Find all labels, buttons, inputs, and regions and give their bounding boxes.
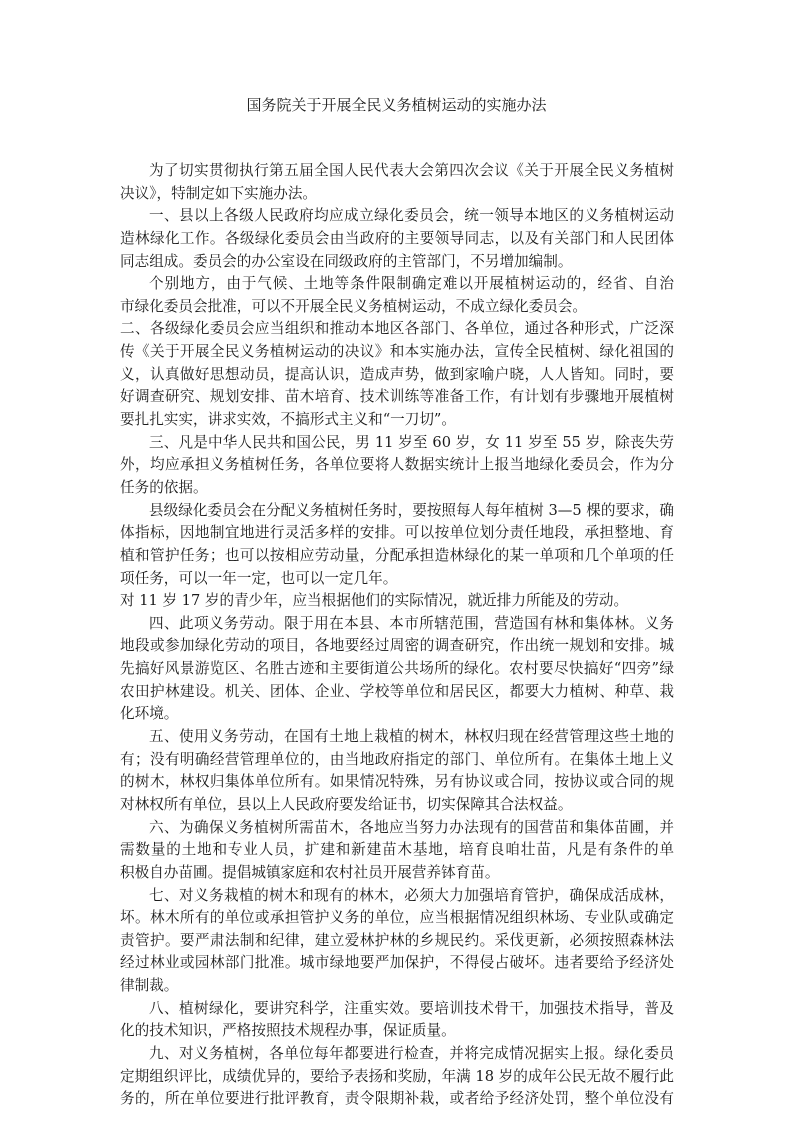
text-line: 三、凡是中华人民共和国公民，男 11 岁至 60 岁，女 11 岁至 55 岁，除丧失劳 (149, 433, 674, 451)
text-line: 造林绿化工作。各级绿化委员会由当政府的主要领导同志，以及有关部门和人民团体 (120, 229, 674, 247)
paragraph (120, 613, 674, 726)
document-title: 国务院关于开展全民义务植树运动的实施办法 (246, 96, 547, 114)
text-line: 五、使用义务劳动，在国有土地上栽植的树木，林权归现在经营管理这些土地的 (149, 728, 674, 746)
text-line: 农田护林建设。机关、团体、企业、学校等单位和居民区，都要大力植树、种草、栽 (120, 682, 674, 700)
paragraph (120, 726, 674, 817)
paragraph (120, 885, 674, 998)
text-line: 务的，所在单位要进行批评教育，责令限期补栽，或者给予经济处罚，整个单位没有 (120, 1090, 674, 1108)
paragraph (120, 160, 674, 205)
text-line: 八、植树绿化，要讲究科学，注重实效。要培训技术骨干，加强技术指导，普及 (149, 999, 674, 1017)
text-line: 好调查研究、规划安排、苗木培育、技术训练等准备工作，有计划有步骤地开展植树 (120, 388, 674, 406)
text-line: 先搞好风景游览区、名胜古迹和主要街道公共场所的绿化。农村要尽快搞好“四旁”绿 (120, 660, 674, 678)
text-line: 决议》，特制定如下实施办法。 (120, 184, 318, 202)
paragraph (120, 817, 674, 885)
text-line: 责管护。要严肃法制和纪律，建立爱林护林的乡规民约。采伐更新，必须按照森林法 (120, 931, 674, 949)
text-line: 个别地方，由于气候、土地等条件限制确定难以开展植树运动的，经省、自治 (149, 275, 674, 293)
paragraph (120, 205, 674, 273)
text-line: 坏。林木所有的单位或承担管护义务的单位，应当根据情况组织林场、专业队或确定 (120, 909, 674, 927)
paragraph (120, 432, 674, 500)
text-line: 九、对义务植树，各单位每年都要进行检查，并将完成情况据实上报。绿化委员 (149, 1044, 674, 1062)
paragraph (120, 318, 674, 431)
text-line: 一、县以上各级人民政府均应成立绿化委员会，统一领导本地区的义务植树运动 (149, 207, 674, 225)
text-line: 对 11 岁 17 岁的青少年，应当根据他们的实际情况，就近排力所能及的劳动。 (120, 592, 629, 610)
text-line: 任务的依据。 (120, 478, 208, 496)
text-line: 六、为确保义务植树所需苗木，各地应当努力办法现有的国营苗和集体苗圃，并 (149, 818, 674, 836)
text-line: 项任务，可以一年一定，也可以一定几年。 (120, 569, 398, 587)
text-line: 为了切实贯彻执行第五届全国人民代表大会第四次会议《关于开展全民义务植树 (149, 162, 674, 179)
text-line: 四、此项义务劳动。限于用在本县、本市所辖范围，营造国有林和集体林。义务 (149, 614, 674, 632)
text-line: 传《关于开展全民义务植树运动的决议》和本实施办法，宣传全民植树、绿化祖国的 (120, 343, 674, 361)
text-line: 要扎扎实实，讲求实效，不搞形式主义和“一刀切”。 (120, 411, 456, 429)
text-line: 经过林业或园林部门批准。城市绿地要严加保护，不得侵占破坏。违者要给予经济处 (120, 954, 674, 972)
text-line: 的树木，林权归集体单位所有。如果情况特殊，另有协议或合同，按协议或合同的规 (120, 773, 674, 791)
text-line: 县级绿化委员会在分配义务植树任务时，要按照每人每年植树 3—5 棵的要求，确 (149, 501, 674, 519)
text-line: 律制裁。 (120, 977, 179, 995)
paragraph (120, 998, 674, 1043)
text-line: 七、对义务栽植的树木和现有的林木，必须大力加强培育管护，确保成活成林， (149, 886, 674, 904)
paragraph (120, 500, 674, 591)
text-line: 二、各级绿化委员会应当组织和推动本地区各部门、各单位，通过各种形式，广泛深 (120, 320, 674, 338)
text-line: 对林权所有单位，县以上人民政府要发给证书，切实保障其合法权益。 (120, 795, 573, 813)
text-line: 义，认真做好思想动员，提高认识，造成声势，做到家喻户晓，人人皆知。同时，要 (120, 365, 674, 383)
text-line: 外，均应承担义务植树任务，各单位要将人数据实统计上报当地绿化委员会，作为分 (120, 456, 674, 474)
paragraph (120, 273, 674, 318)
text-line: 定期组织评比，成绩优异的，要给予表扬和奖励，年满 18 岁的成年公民无故不履行此 (120, 1067, 674, 1085)
text-line: 市绿化委员会批准，可以不开展全民义务植树运动，不成立绿化委员会。 (120, 297, 588, 315)
text-line: 地段或参加绿化劳动的项目，各地要经过周密的调查研究，作出统一规划和安排。城 (120, 637, 674, 655)
text-line: 积极自办苗圃。提倡城镇家庭和农村社员开展营养钵育苗。 (120, 863, 500, 881)
paragraph (120, 590, 674, 613)
text-line: 体指标，因地制宜地进行灵活多样的安排。可以按单位划分责任地段，承担整地、育 (120, 524, 674, 542)
text-line: 同志组成。委员会的办公室设在同级政府的主管部门，不另增加编制。 (120, 252, 573, 270)
text-line: 化环境。 (120, 705, 179, 723)
paragraph (120, 1043, 674, 1111)
text-line: 植和管护任务；也可以按相应劳动量，分配承担造林绿化的某一单项和几个单项的任 (120, 546, 674, 564)
text-line: 需数量的土地和专业人员，扩建和新建苗木基地，培育良咱壮苗，凡是有条件的单 (120, 841, 674, 859)
text-line: 有；没有明确经营管理单位的，由当地政府指定的部门、单位所有。在集体土地上义 (120, 750, 674, 768)
document-body (120, 160, 674, 1111)
text-line: 化的技术知识，严格按照技术规程办事，保证质量。 (120, 1022, 456, 1040)
